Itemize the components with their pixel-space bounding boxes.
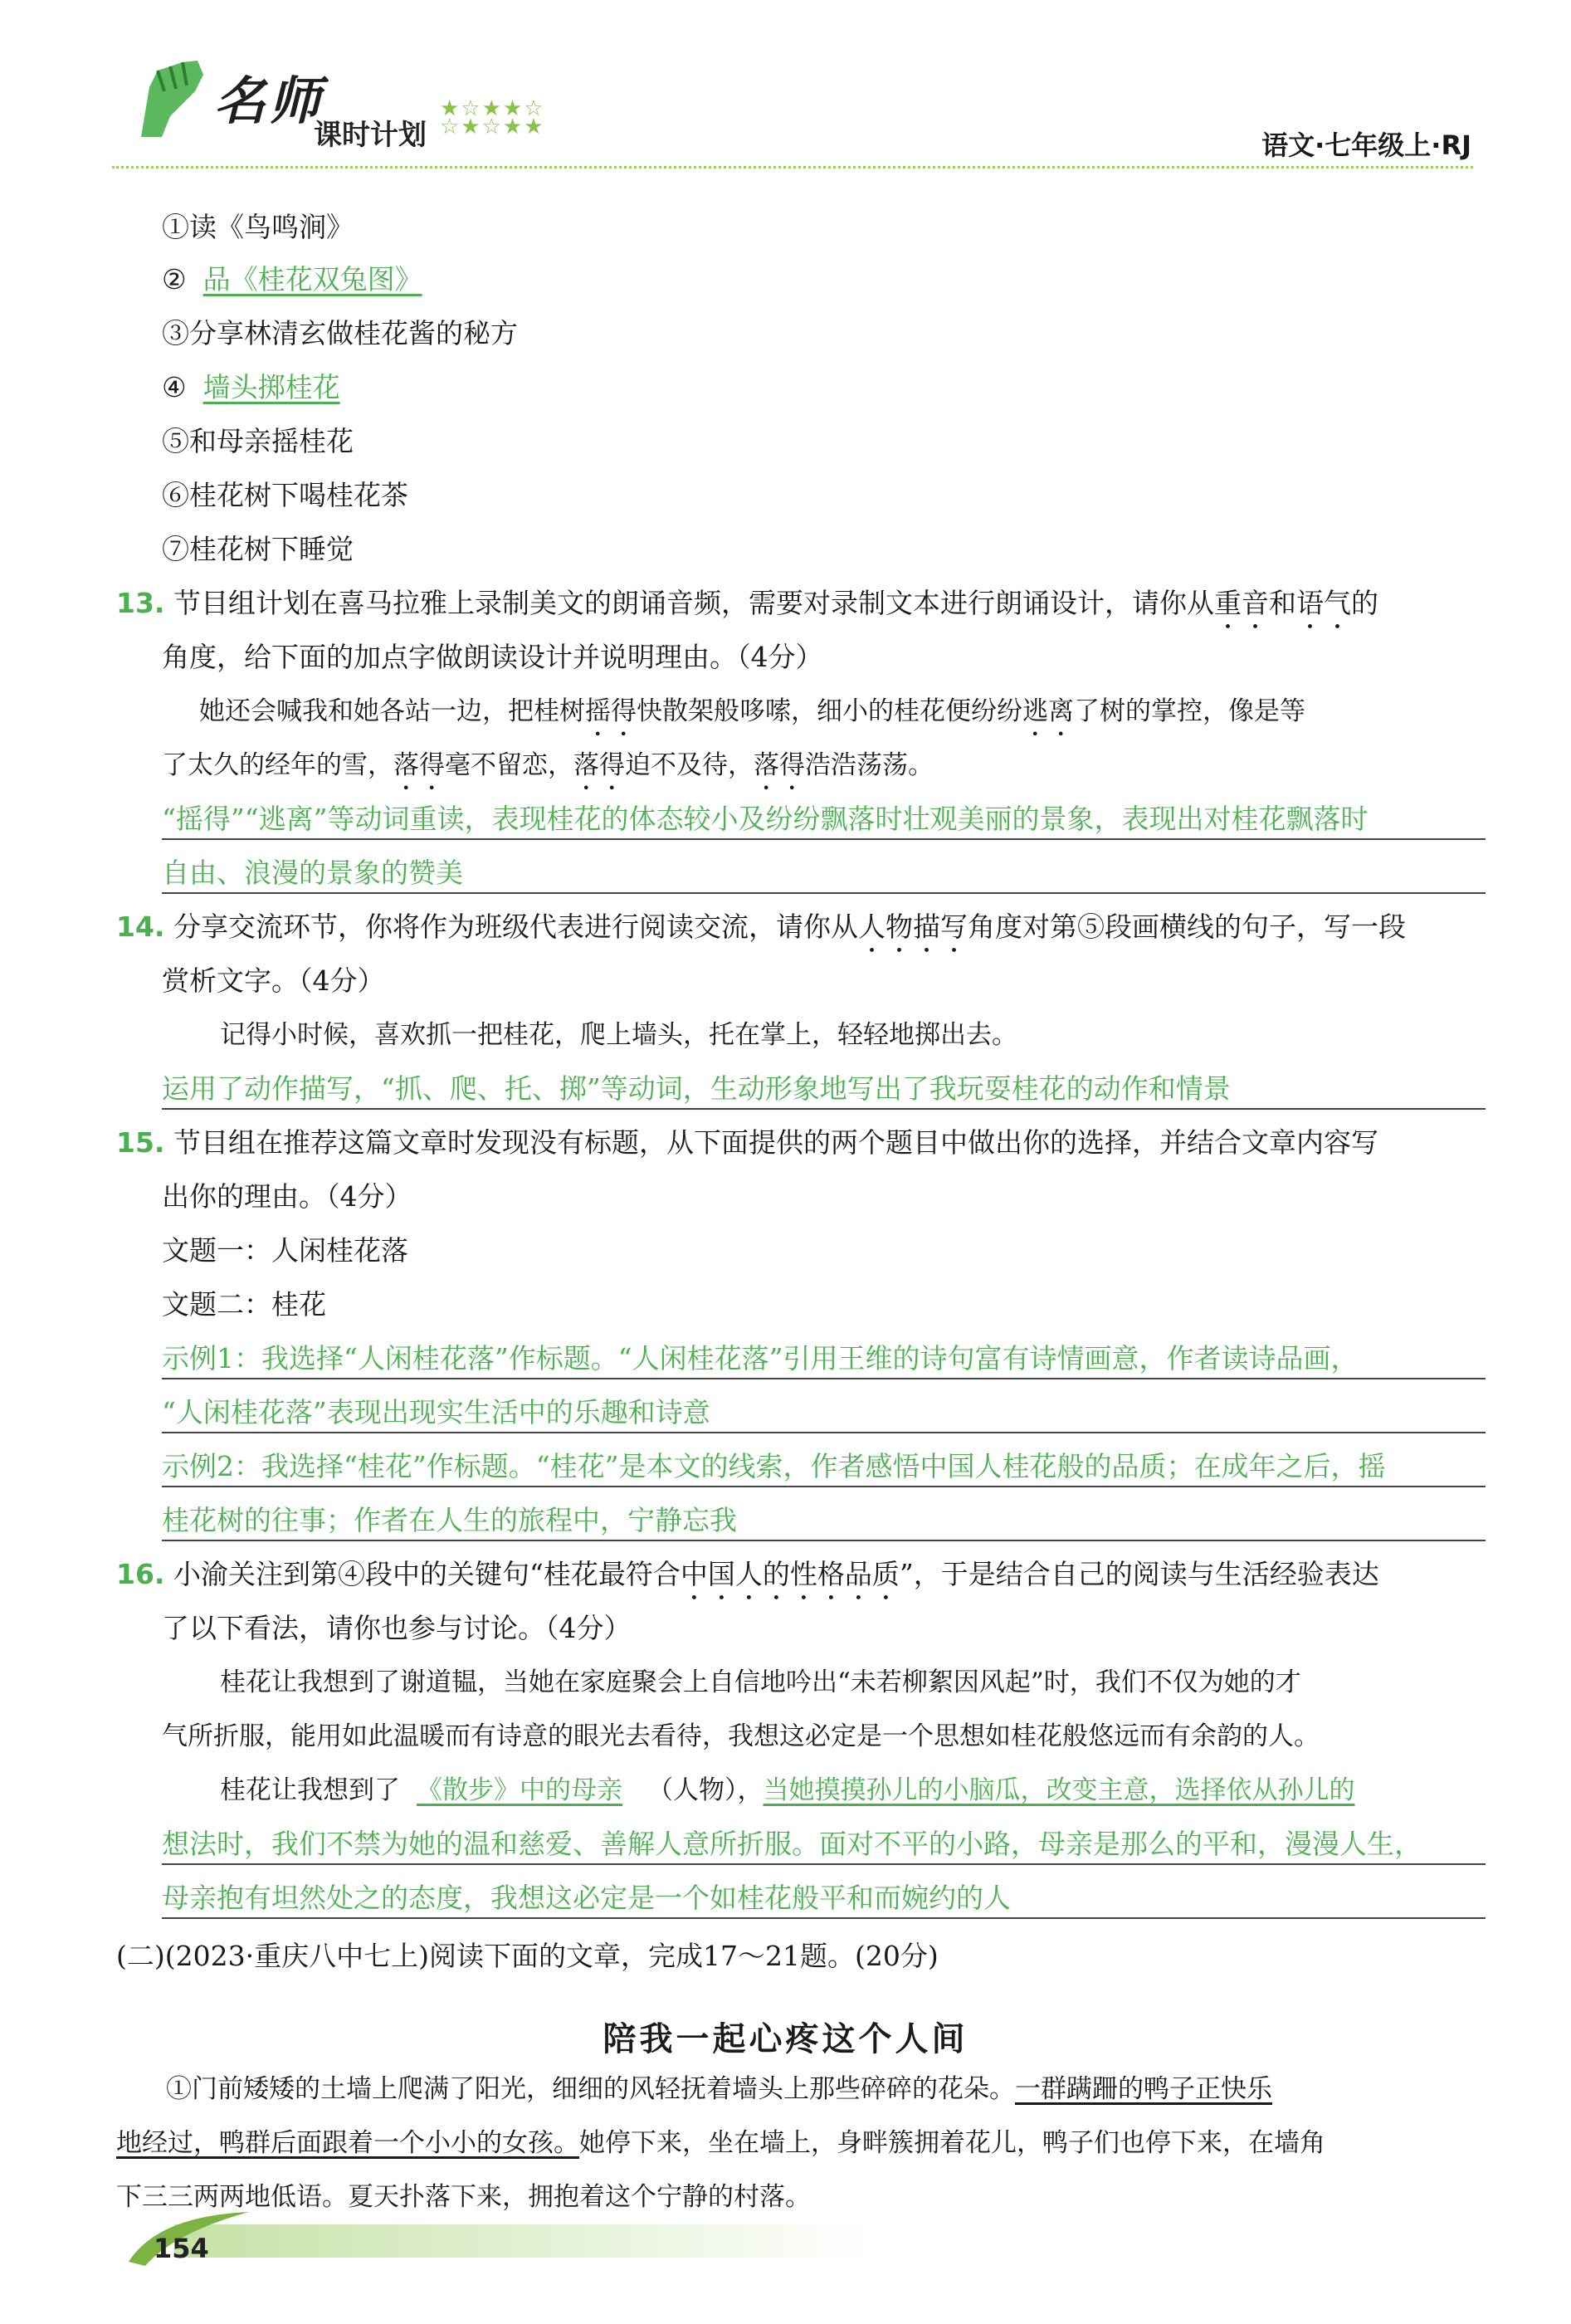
list-item: [162, 369, 373, 406]
answer-line: [162, 838, 1486, 840]
answer-line: [162, 1378, 1486, 1379]
answer-text: 桂花树的往事；作者在人生的旅程中，宁静忘我: [162, 1504, 737, 1536]
answer-line: [162, 1108, 1486, 1110]
header-divider: [112, 166, 1473, 168]
answer-line: [162, 1917, 1486, 1919]
question-number: 15.: [116, 1126, 165, 1159]
article-paragraph: 地经过，鸭群后面跟着一个小小的女孩。她停下来，坐在墙上，身畔簇拥着花儿，鸭子们也停下来，在墙角: [116, 2128, 1325, 2158]
passage-excerpt: 了太久的经年的雪，落得毫不留恋，落得迫不及待，落得浩浩荡荡。: [162, 750, 934, 780]
article-paragraph: 下三三两两地低语。夏天扑落下来，拥抱着这个宁静的村落。: [116, 2182, 811, 2212]
answer-line: [162, 1863, 1486, 1865]
list-item: ⑥桂花树下喝桂花茶: [162, 479, 408, 511]
question-stem: 13. 节目组计划在喜马拉雅上录制美文的朗诵音频，需要对录制文本进行朗诵设计，请你从重音和语气的: [116, 587, 1378, 619]
brand-logo-text: 名师: [214, 71, 324, 131]
title-option: 文题一：人闲桂花落: [162, 1234, 408, 1267]
question-stem-line: 了以下看法，请你也参与讨论。（4分）: [162, 1612, 632, 1644]
example-paragraph: 气所折服，能用如此温暖而有诗意的眼光去看待，我想这必定是一个思想如桂花般悠远而有余韵的人。: [162, 1721, 1320, 1751]
answer-text: “人闲桂花落”表现出现实生活中的乐趣和诗意: [162, 1396, 710, 1428]
footer-swoosh-icon: [124, 2208, 871, 2266]
answer-line: [162, 1432, 1486, 1433]
section-intro: (二)(2023·重庆八中七上)阅读下面的文章，完成17～21题。(20分): [116, 1940, 939, 1972]
answer-text: 墙头掷桂花: [202, 371, 340, 403]
question-stem: 14. 分享交流环节，你将作为班级代表进行阅读交流，请你从人物描写角度对第⑤段画横线的句子，写一段: [116, 911, 1406, 943]
question-number: 14.: [116, 911, 165, 943]
list-item: ⑦桂花树下睡觉: [162, 533, 354, 565]
answer-text: 《散步》中的母亲: [417, 1775, 622, 1805]
page-header: [0, 0, 1571, 191]
question-number: 13.: [116, 587, 165, 619]
question-stem: 15. 节目组在推荐这篇文章时发现没有标题，从下面提供的两个题目中做出你的选择，并结合文章内容写: [116, 1126, 1378, 1159]
answer-text: 示例2：我选择“桂花”作标题。“桂花”是本文的线索，作者感悟中国人桂花般的品质；在成年之后，摇: [162, 1450, 1386, 1482]
brand-subtitle: 课时计划: [314, 119, 427, 152]
list-item: ⑤和母亲摇桂花: [162, 425, 354, 457]
fill-in-sentence: 桂花让我想到了 《散步》中的母亲 （人物），当她摸摸孙儿的小脑瓜，改变主意，选择依从孙儿的: [220, 1775, 1355, 1805]
question-stem-line: 出你的理由。（4分）: [162, 1180, 412, 1213]
title-option: 文题二：桂花: [162, 1288, 326, 1321]
list-item: ③分享林清玄做桂花酱的秘方: [162, 317, 518, 349]
fist-logo-icon: [124, 54, 216, 145]
passage-excerpt: 记得小时候，喜欢抓一把桂花，爬上墙头，托在掌上，轻轻地掷出去。: [220, 1020, 1017, 1050]
answer-text: 母亲抱有坦然处之的态度，我想这必定是一个如桂花般平和而婉约的人: [162, 1882, 1011, 1914]
list-item-label: ②: [162, 263, 187, 295]
passage-excerpt: 她还会喊我和她各站一边，把桂树摇得快散架般哆嗦，细小的桂花便纷纷逃离了树的掌控，像是等: [199, 696, 1305, 726]
example-paragraph: 桂花让我想到了谢道韫，当她在家庭聚会上自信地吟出“未若柳絮因风起”时，我们不仅为她的才: [220, 1667, 1301, 1697]
answer-line: [162, 892, 1486, 894]
question-number: 16.: [116, 1558, 165, 1590]
question-stem-line: 赏析文字。（4分）: [162, 964, 385, 997]
question-stem-line: 角度，给下面的加点字做朗读设计并说明理由。（4分）: [162, 641, 823, 673]
answer-text: 品《桂花双兔图》: [202, 263, 422, 295]
article-title: 陪我一起心疼这个人间: [603, 2019, 968, 2058]
stars-decoration: ★☆★★☆ ☆★☆★★: [440, 96, 545, 139]
answer-line: [162, 1486, 1486, 1487]
page-number: 154: [154, 2233, 209, 2264]
list-item: [162, 261, 456, 298]
article-paragraph: ①门前矮矮的土墙上爬满了阳光，细细的风轻抚着墙头上那些碎碎的花朵。一群蹒跚的鸭子正快乐: [166, 2074, 1272, 2104]
question-stem: 16. 小渝关注到第④段中的关键句“桂花最符合中国人的性格品质”，于是结合自己的阅读与生活经验表达: [116, 1558, 1379, 1590]
answer-text: “摇得”“逃离”等动词重读，表现桂花的体态较小及纷纷飘落时壮观美丽的景象，表现出对桂花飘落时: [162, 803, 1369, 835]
answer-text: 运用了动作描写，“抓、爬、托、掷”等动词，生动形象地写出了我玩耍桂花的动作和情景: [162, 1072, 1231, 1105]
answer-text: 当她摸摸孙儿的小脑瓜，改变主意，选择依从孙儿的: [763, 1775, 1355, 1805]
answer-text: 想法时，我们不禁为她的温和慈爱、善解人意所折服。面对不平的小路，母亲是那么的平和，漫漫人生，: [162, 1828, 1422, 1860]
book-label: 语文·七年级上·RJ: [1261, 129, 1471, 161]
answer-line: [162, 1540, 1486, 1541]
answer-text: 自由、浪漫的景象的赞美: [162, 857, 463, 889]
list-item-label: ④: [162, 371, 187, 403]
answer-text: 示例1：我选择“人闲桂花落”作标题。“人闲桂花落”引用王维的诗句富有诗情画意，作者读诗品画，: [162, 1342, 1359, 1374]
list-item: ①读《鸟鸣涧》: [162, 211, 354, 243]
